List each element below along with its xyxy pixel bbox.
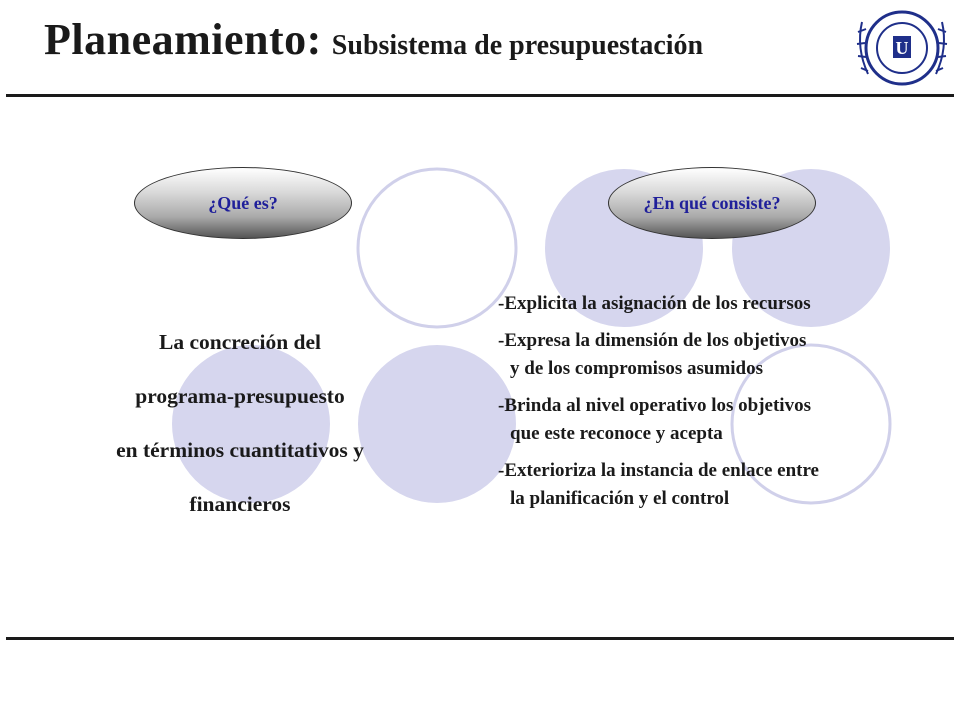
title-main: Planeamiento:: [44, 15, 322, 64]
consists-of-list: [498, 290, 948, 522]
list-item: [498, 327, 948, 383]
list-item-line: -Brinda al nivel operativo los objetivos: [498, 395, 811, 416]
list-item: [498, 392, 948, 448]
definition-line: en términos cuantitativos y: [116, 438, 364, 462]
definition-text: [60, 315, 420, 531]
list-item-line: -Explicita la asignación de los recursos: [498, 293, 811, 314]
list-item-line: -Exterioriza la instancia de enlace entre: [498, 460, 819, 481]
circle-outline-top-left: [358, 169, 516, 327]
list-item: [498, 457, 948, 513]
seal-monogram: U: [895, 38, 909, 58]
list-item: [498, 290, 948, 318]
definition-line: programa-presupuesto: [135, 384, 345, 408]
definition-line: financieros: [189, 492, 291, 516]
list-item-line: -Expresa la dimensión de los objetivos: [498, 330, 807, 351]
title-subtitle: Subsistema de presupuestación: [331, 30, 704, 61]
list-item-continuation: y de los compromisos asumidos: [510, 358, 764, 379]
list-item-continuation: que este reconoce y acepta: [510, 423, 723, 444]
en-que-consiste-heading: ¿En qué consiste?: [608, 167, 816, 239]
definition-line: La concreción del: [158, 330, 322, 354]
list-item-continuation: la planificación y el control: [510, 488, 730, 509]
que-es-heading: ¿Qué es?: [134, 167, 352, 239]
